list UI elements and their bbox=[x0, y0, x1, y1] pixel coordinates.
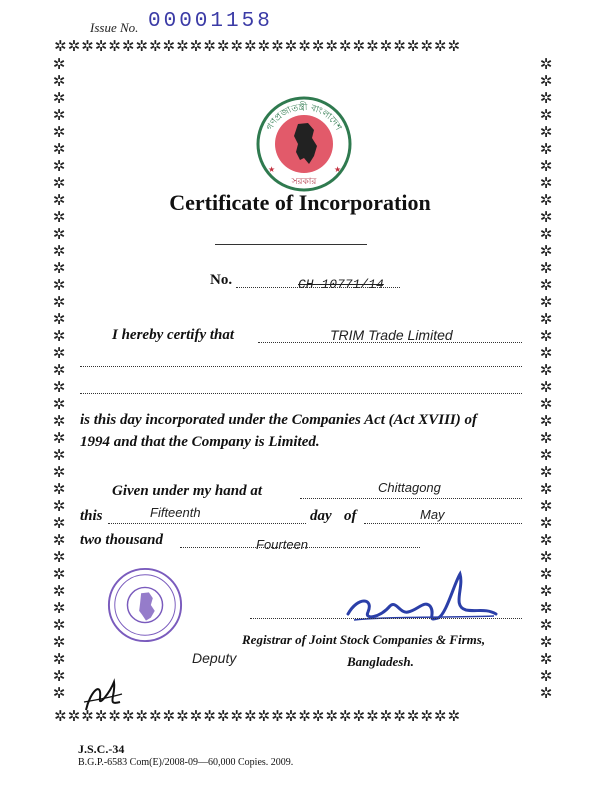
seal-outer-text: গণপ্রজাতন্ত্রী বাংলাদেশ bbox=[265, 102, 343, 133]
company-name: TRIM Trade Limited bbox=[330, 327, 453, 343]
border-right: ✲ ✲ ✲ ✲ ✲ ✲ ✲ ✲ ✲ ✲ ✲ ✲ ✲ ✲ ✲ ✲ ✲ ✲ ✲ ✲ ✲ ✲ ✲ ✲ ✲ ✲ ✲ ✲ ✲ ✲ ✲ ✲ ✲ ✲ ✲ ✲ ✲ ✲ bbox=[539, 56, 553, 702]
certify-label: I hereby certify that bbox=[112, 327, 235, 343]
registration-number: CH-10771/14 bbox=[298, 277, 384, 292]
registrar-office-seal-icon bbox=[106, 566, 184, 644]
year-value: Fourteen bbox=[256, 537, 309, 552]
statement-line-2: 1994 and that the Company is Limited. bbox=[80, 434, 320, 450]
title-underline bbox=[215, 244, 367, 245]
bangladesh-government-seal-icon bbox=[254, 94, 354, 194]
registrar-signature bbox=[334, 570, 504, 630]
day-label: day bbox=[310, 508, 332, 524]
this-label: this bbox=[80, 508, 103, 524]
registrar-line-1: Registrar of Joint Stock Companies & Firms, bbox=[242, 632, 486, 647]
month-value: May bbox=[420, 507, 445, 522]
registrar-line-2: Bangladesh. bbox=[347, 654, 414, 669]
issue-number: 00001158 bbox=[148, 10, 273, 33]
seal-bottom-text: সরকার bbox=[291, 177, 317, 187]
border-top: ✲✲✲✲✲✲✲✲✲✲✲✲✲✲✲✲✲✲✲✲✲✲✲✲✲✲✲✲✲✲ bbox=[54, 38, 462, 55]
two-thousand-label: two thousand bbox=[80, 532, 163, 548]
deputy-text: Deputy bbox=[192, 650, 237, 666]
border-left: ✲ ✲ ✲ ✲ ✲ ✲ ✲ ✲ ✲ ✲ ✲ ✲ ✲ ✲ ✲ ✲ ✲ ✲ ✲ ✲ ✲ ✲ ✲ ✲ ✲ ✲ ✲ ✲ ✲ ✲ ✲ ✲ ✲ ✲ ✲ ✲ ✲ ✲ bbox=[52, 56, 66, 702]
certificate-title: Certificate of Incorporation bbox=[169, 190, 431, 215]
of-label: of bbox=[344, 508, 357, 524]
print-info: B.G.P.-6583 Com(E)/2008-09—60,000 Copies. 2009. bbox=[78, 757, 294, 768]
issue-label: Issue No. bbox=[90, 20, 139, 35]
given-place: Chittagong bbox=[378, 480, 441, 495]
given-label: Given under my hand at bbox=[112, 483, 263, 499]
form-code: J.S.C.-34 bbox=[78, 742, 125, 756]
day-value: Fifteenth bbox=[150, 505, 201, 520]
svg-text:★: ★ bbox=[268, 165, 276, 174]
svg-text:★: ★ bbox=[334, 165, 342, 174]
number-label: No. bbox=[210, 272, 233, 288]
border-bottom: ✲✲✲✲✲✲✲✲✲✲✲✲✲✲✲✲✲✲✲✲✲✲✲✲✲✲✲✲✲✲ bbox=[54, 708, 462, 725]
statement-line-1: is this day incorporated under the Companies Act (Act XVIII) of bbox=[80, 412, 477, 428]
initials-signature bbox=[80, 672, 126, 718]
